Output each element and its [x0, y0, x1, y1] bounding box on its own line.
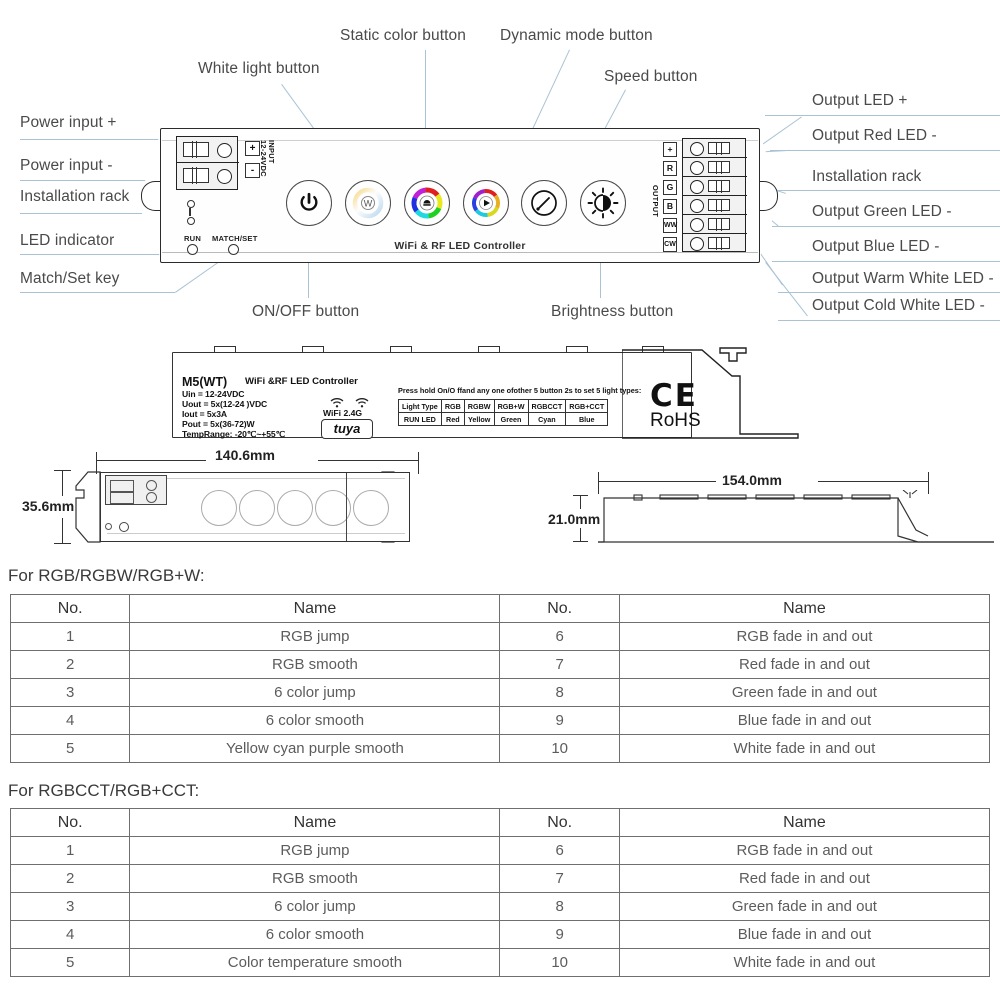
table-row [11, 735, 990, 763]
model-name: M5(WT) [182, 375, 228, 389]
light-type-cell: Light Type [399, 400, 442, 413]
column-header: Name [619, 809, 989, 837]
spec-pout: Pout = 5x(36-72)W [182, 419, 255, 429]
table-cell: 1 [11, 837, 130, 865]
dimension-line [580, 528, 581, 541]
callout-static-color-button: Static color button [340, 27, 466, 44]
table-cell: RGB jump [130, 837, 500, 865]
callout-output-red-led: Output Red LED - [812, 127, 937, 144]
led-indicator-dot [187, 217, 195, 225]
table-cell: Yellow cyan purple smooth [130, 735, 500, 763]
white-light-button[interactable] [345, 180, 391, 226]
leader-line [20, 213, 142, 214]
mode-table-rgbcct [10, 808, 990, 977]
dimension-line [580, 495, 581, 509]
press-hold-note: Press hold On/O ffand any one ofother 5 button 2s to set 5 light types: [398, 386, 642, 395]
table-cell: 10 [500, 735, 619, 763]
on-off-button[interactable] [286, 180, 332, 226]
input-pin-minus: - [245, 163, 260, 178]
output-vertical-label: OUTPUT [651, 185, 660, 218]
dimension-tick [573, 495, 588, 496]
table-cell: Blue fade in and out [619, 921, 989, 949]
table-row [11, 921, 990, 949]
play-wheel-icon [466, 183, 506, 223]
table-row [11, 893, 990, 921]
table-cell: Green fade in and out [619, 893, 989, 921]
table-cell: 5 [11, 735, 130, 763]
table-cell: 7 [500, 865, 619, 893]
table-2-title: For RGBCCT/RGB+CCT: [8, 781, 200, 800]
dimension-line [318, 460, 418, 461]
static-color-button[interactable] [404, 180, 450, 226]
output-terminal-row [683, 139, 747, 158]
table-cell: Green fade in and out [619, 679, 989, 707]
dimension-line [818, 481, 928, 482]
device-brand-text: WiFi & RF LED Controller [394, 240, 526, 252]
wifi-icon [330, 397, 344, 408]
dimension-side-height: 21.0mm [548, 511, 601, 527]
table-cell: Red fade in and out [619, 865, 989, 893]
svg-text:W: W [363, 198, 373, 209]
callout-match-set-key: Match/Set key [20, 270, 120, 287]
spec-temp-range: TempRange: -20℃~+55℃ [182, 429, 286, 439]
column-header: Name [619, 595, 989, 623]
table-cell: 6 color jump [130, 679, 500, 707]
table-cell: 2 [11, 865, 130, 893]
input-vertical-label: INPUT [267, 140, 276, 164]
table-cell: RGB fade in and out [619, 623, 989, 651]
table-cell: 4 [11, 921, 130, 949]
spec-uin: Uin = 12-24VDC [182, 389, 245, 399]
leader-line [20, 292, 175, 293]
output-terminal-row [683, 196, 747, 215]
spec-uout: Uout = 5x(12-24 )VDC [182, 399, 268, 409]
callout-output-led-plus: Output LED + [812, 92, 908, 109]
mode-table-rgb [10, 594, 990, 763]
table-header-row [11, 809, 990, 837]
light-type-cell: RGB+CCT [566, 400, 608, 413]
white-light-icon [348, 183, 388, 223]
light-type-cell: RGB+W [494, 400, 528, 413]
rohs-mark: RoHS [650, 410, 701, 431]
wifi-label: WiFi 2.4G [323, 408, 363, 418]
tuya-logo: tuya [321, 419, 373, 439]
light-type-cell: Yellow [464, 413, 494, 426]
dimension-line [96, 460, 206, 461]
table-row [11, 651, 990, 679]
table-row [11, 707, 990, 735]
terminal-screw [217, 143, 232, 158]
output-pin-b: B [663, 199, 677, 214]
table-cell: 9 [500, 707, 619, 735]
speed-button[interactable] [521, 180, 567, 226]
column-header: No. [500, 595, 619, 623]
table-row [11, 865, 990, 893]
callout-installation-rack-left: Installation rack [20, 188, 130, 205]
callout-power-input-minus: Power input - [20, 157, 113, 174]
callout-power-input-plus: Power input + [20, 114, 117, 131]
table-cell: White fade in and out [619, 735, 989, 763]
brightness-icon [587, 187, 619, 219]
table-row [11, 837, 990, 865]
table-cell: 3 [11, 893, 130, 921]
table-cell: 6 color jump [130, 893, 500, 921]
output-pin-g: G [663, 180, 677, 195]
housing-profile-outline [622, 346, 802, 440]
table-cell: 6 [500, 837, 619, 865]
input-pin-plus: + [245, 141, 260, 156]
ce-mark: CE [650, 378, 698, 414]
device-top-view [100, 472, 410, 542]
dimension-line [598, 481, 716, 482]
led-indicator-dot [187, 200, 195, 208]
column-header: No. [11, 595, 130, 623]
callout-led-indicator: LED indicator [20, 232, 115, 249]
callout-installation-rack-right: Installation rack [812, 168, 922, 185]
leader-line [772, 226, 1000, 227]
terminal-tick [196, 167, 197, 184]
table-cell: 5 [11, 949, 130, 977]
light-type-cell: RUN LED [399, 413, 442, 426]
column-header: Name [130, 809, 500, 837]
leader-line [765, 262, 808, 316]
table-cell: 4 [11, 707, 130, 735]
table-cell: RGB smooth [130, 865, 500, 893]
light-type-cell: Green [494, 413, 528, 426]
light-type-cell: RGBW [464, 400, 494, 413]
table-cell: White fade in and out [619, 949, 989, 977]
column-header: Name [130, 595, 500, 623]
input-terminal-row [177, 137, 239, 163]
wifi-24g-icon [355, 397, 369, 408]
brightness-button[interactable] [580, 180, 626, 226]
table-cell: 7 [500, 651, 619, 679]
dimension-tick [573, 541, 588, 542]
light-type-cell: Red [441, 413, 464, 426]
output-pin-r: R [663, 161, 677, 176]
table-cell: Red fade in and out [619, 651, 989, 679]
light-type-row [399, 400, 608, 413]
input-voltage-label: 12-24VDC [259, 140, 268, 177]
output-pin-plus: + [663, 142, 677, 157]
output-terminal-row [683, 215, 747, 234]
leader-line [770, 150, 1000, 151]
terminal-tick [196, 141, 197, 158]
column-header: No. [500, 809, 619, 837]
device-edge-line [162, 252, 758, 253]
callout-dynamic-mode-button: Dynamic mode button [500, 27, 653, 44]
output-terminal-row [683, 177, 747, 196]
input-terminal-block [176, 136, 238, 190]
dimension-length: 140.6mm [215, 447, 275, 463]
table-cell: 9 [500, 921, 619, 949]
table-cell: 8 [500, 679, 619, 707]
callout-output-blue-led: Output Blue LED - [812, 238, 940, 255]
callout-speed-button: Speed button [604, 68, 698, 85]
table-cell: 6 color smooth [130, 707, 500, 735]
light-type-cell: RGBCCT [528, 400, 566, 413]
callout-white-light-button: White light button [198, 60, 320, 77]
installation-rack-right [758, 181, 778, 211]
table-cell: 8 [500, 893, 619, 921]
callout-output-cold-white-led: Output Cold White LED - [812, 297, 985, 314]
label-sticker [172, 352, 692, 438]
installation-rack-left [141, 181, 161, 211]
light-type-cell: Blue [566, 413, 608, 426]
output-pin-ww: WW [663, 218, 677, 233]
output-terminal-row [683, 158, 747, 177]
table-cell: RGB fade in and out [619, 837, 989, 865]
leader-line [778, 292, 1000, 293]
table-cell: RGB jump [130, 623, 500, 651]
table-header-row [11, 595, 990, 623]
leader-line [772, 261, 1000, 262]
dimension-side-length: 154.0mm [722, 472, 782, 488]
match-set-label: MATCH/SET [212, 234, 258, 243]
table-cell: RGB smooth [130, 651, 500, 679]
table-row [11, 949, 990, 977]
callout-output-green-led: Output Green LED - [812, 203, 952, 220]
callout-on-off-button: ON/OFF button [252, 303, 360, 320]
callout-brightness-button: Brightness button [551, 303, 674, 320]
terminal-screw [217, 169, 232, 184]
leader-line [762, 116, 802, 144]
table-cell: 2 [11, 651, 130, 679]
power-icon [298, 192, 320, 214]
output-pin-cw: CW [663, 237, 677, 252]
dynamic-mode-button[interactable] [463, 180, 509, 226]
side-view-outline [598, 490, 998, 548]
table-cell: 10 [500, 949, 619, 977]
leader-line [778, 320, 1000, 321]
spec-iout: Iout = 5x3A [182, 409, 227, 419]
column-header: No. [11, 809, 130, 837]
terminal-tick [192, 167, 193, 184]
leader-line [778, 190, 1000, 191]
light-type-row [399, 413, 608, 426]
terminal-tick [192, 141, 193, 158]
table-cell: 1 [11, 623, 130, 651]
table-cell: 3 [11, 679, 130, 707]
top-view-input-terminal [105, 475, 167, 505]
light-type-cell: Cyan [528, 413, 566, 426]
table-cell: 6 [500, 623, 619, 651]
device-label-panel [172, 338, 797, 438]
led-indicator-stem [189, 208, 191, 216]
light-type-cell: RGB [441, 400, 464, 413]
light-type-table [398, 399, 608, 426]
table-row [11, 623, 990, 651]
color-wheel-icon [407, 183, 447, 223]
table-cell: Blue fade in and out [619, 707, 989, 735]
run-label: RUN [184, 234, 202, 243]
output-terminal-row [683, 234, 747, 253]
input-terminal-row [177, 163, 239, 189]
table-row [11, 679, 990, 707]
gauge-icon [527, 186, 561, 220]
table-1-title: For RGB/RGBW/RGB+W: [8, 566, 205, 585]
callout-output-warm-white-led: Output Warm White LED - [812, 270, 994, 287]
dimension-height: 35.6mm [22, 498, 75, 514]
table-cell: Color temperature smooth [130, 949, 500, 977]
table-cell: 6 color smooth [130, 921, 500, 949]
model-subtitle: WiFi &RF LED Controller [245, 376, 358, 387]
output-terminal-block [682, 138, 746, 252]
